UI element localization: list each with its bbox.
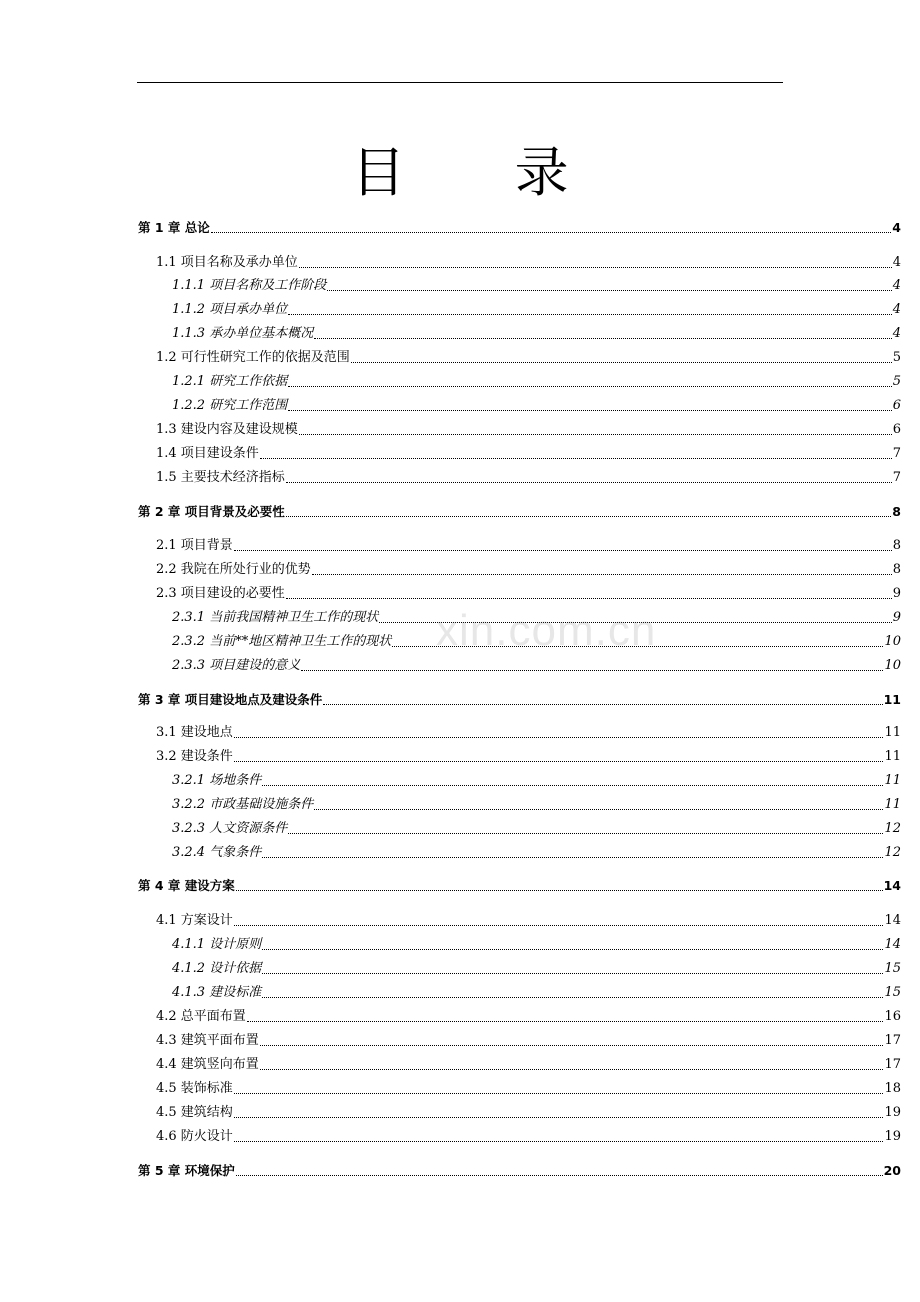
toc-section-entry[interactable]	[156, 1103, 901, 1123]
toc-entry-label: 3.2 建设条件	[156, 749, 233, 764]
toc-entry-label: 1.1 项目名称及承办单位	[156, 255, 298, 270]
toc-dot-leader	[236, 890, 883, 891]
toc-page-number: 6	[892, 422, 901, 437]
toc-chapter-entry[interactable]	[138, 218, 901, 238]
toc-page-number: 4	[892, 278, 901, 293]
toc-entry-label: 1.2.1 研究工作依据	[172, 374, 288, 389]
toc-dot-leader	[262, 949, 883, 950]
toc-entry-label: 4.4 建筑竖向布置	[156, 1057, 259, 1072]
toc-entry-label: 4.1.3 建设标准	[172, 985, 262, 1000]
toc-page-number: 7	[892, 446, 901, 461]
toc-dot-leader	[260, 1069, 884, 1070]
toc-subsection-entry[interactable]	[172, 372, 901, 392]
toc-page-number: 4	[892, 302, 901, 317]
toc-page-number: 11	[884, 725, 901, 740]
toc-dot-leader	[260, 458, 892, 459]
toc-page-number: 8	[892, 504, 901, 519]
toc-section-entry[interactable]	[156, 911, 901, 931]
toc-page-number: 17	[884, 1033, 901, 1048]
toc-page-number: 4	[892, 255, 901, 270]
toc-subsection-entry[interactable]	[172, 608, 901, 628]
toc-subsection-entry[interactable]	[172, 935, 901, 955]
toc-dot-leader	[211, 232, 892, 233]
toc-subsection-entry[interactable]	[172, 300, 901, 320]
toc-section-entry[interactable]	[156, 468, 901, 488]
toc-dot-leader	[288, 833, 883, 834]
toc-page-number: 14	[884, 937, 901, 952]
toc-dot-leader	[234, 1093, 884, 1094]
toc-dot-leader	[392, 646, 883, 647]
toc-entry-label: 1.1.2 项目承办单位	[172, 302, 288, 317]
toc-page-number: 18	[884, 1081, 901, 1096]
toc-entry-label: 1.4 项目建设条件	[156, 446, 259, 461]
toc-dot-leader	[234, 925, 884, 926]
toc-page-number: 14	[884, 913, 901, 928]
toc-page-number: 6	[892, 398, 901, 413]
toc-chapter-entry[interactable]	[138, 876, 901, 896]
toc-page-number: 11	[884, 749, 901, 764]
toc-dot-leader	[299, 267, 892, 268]
toc-section-entry[interactable]	[156, 747, 901, 767]
toc-entry-label: 3.2.2 市政基础设施条件	[172, 797, 314, 812]
toc-subsection-entry[interactable]	[172, 656, 901, 676]
toc-subsection-entry[interactable]	[172, 959, 901, 979]
toc-entry-label: 第 5 章 环境保护	[138, 1163, 235, 1178]
toc-dot-leader	[299, 434, 892, 435]
toc-page-number: 16	[884, 1009, 901, 1024]
toc-dot-leader	[262, 973, 883, 974]
toc-page-number: 10	[884, 634, 901, 649]
toc-chapter-entry[interactable]	[138, 690, 901, 710]
toc-section-entry[interactable]	[156, 536, 901, 556]
toc-page-number: 4	[892, 326, 901, 341]
toc-dot-leader	[323, 704, 882, 705]
toc-dot-leader	[312, 574, 892, 575]
toc-page-number: 12	[884, 845, 901, 860]
toc-subsection-entry[interactable]	[172, 843, 901, 863]
toc-entry-label: 2.2 我院在所处行业的优势	[156, 562, 311, 577]
toc-section-entry[interactable]	[156, 560, 901, 580]
toc-dot-leader	[314, 338, 892, 339]
toc-dot-leader	[262, 785, 883, 786]
toc-entry-label: 1.1.1 项目名称及工作阶段	[172, 278, 327, 293]
toc-section-entry[interactable]	[156, 253, 901, 273]
toc-subsection-entry[interactable]	[172, 324, 901, 344]
toc-entry-label: 第 2 章 项目背景及必要性	[138, 504, 285, 519]
toc-subsection-entry[interactable]	[172, 276, 901, 296]
toc-page-number: 8	[892, 562, 901, 577]
toc-entry-label: 2.1 项目背景	[156, 538, 233, 553]
toc-page-number: 19	[884, 1129, 901, 1144]
toc-subsection-entry[interactable]	[172, 819, 901, 839]
toc-page-number: 10	[884, 658, 901, 673]
toc-section-entry[interactable]	[156, 420, 901, 440]
toc-subsection-entry[interactable]	[172, 632, 901, 652]
toc-page-number: 11	[884, 797, 901, 812]
toc-dot-leader	[234, 761, 884, 762]
toc-dot-leader	[262, 997, 883, 998]
toc-page-number: 15	[884, 985, 901, 1000]
toc-page-number: 5	[892, 374, 901, 389]
toc-entry-label: 2.3 项目建设的必要性	[156, 586, 285, 601]
toc-section-entry[interactable]	[156, 1127, 901, 1147]
toc-entry-label: 4.3 建筑平面布置	[156, 1033, 259, 1048]
toc-entry-label: 3.1 建设地点	[156, 725, 233, 740]
toc-entry-label: 1.2 可行性研究工作的依据及范围	[156, 350, 350, 365]
watermark: xin.com.cn	[436, 606, 657, 655]
toc-entry-label: 第 3 章 项目建设地点及建设条件	[138, 692, 323, 707]
toc-dot-leader	[262, 857, 883, 858]
toc-page-number: 9	[892, 610, 901, 625]
toc-page-number: 15	[884, 961, 901, 976]
toc-subsection-entry[interactable]	[172, 396, 901, 416]
toc-dot-leader	[286, 598, 892, 599]
toc-dot-leader	[301, 670, 883, 671]
toc-dot-leader	[260, 1045, 884, 1046]
toc-entry-label: 第 1 章 总论	[138, 220, 210, 235]
toc-section-entry[interactable]	[156, 1007, 901, 1027]
toc-section-entry[interactable]	[156, 584, 901, 604]
toc-entry-label: 4.1.1 设计原则	[172, 937, 262, 952]
toc-page-number: 19	[884, 1105, 901, 1120]
toc-entry-label: 4.1 方案设计	[156, 913, 233, 928]
toc-page-number: 11	[883, 692, 901, 707]
toc-dot-leader	[234, 1117, 884, 1118]
toc-section-entry[interactable]	[156, 1031, 901, 1051]
toc-dot-leader	[288, 386, 892, 387]
toc-page-number: 14	[883, 878, 901, 893]
toc-entry-label: 2.3.2 当前**地区精神卫生工作的现状	[172, 634, 392, 649]
toc-entry-label: 3.2.3 人文资源条件	[172, 821, 288, 836]
toc-dot-leader	[247, 1021, 884, 1022]
toc-section-entry[interactable]	[156, 1079, 901, 1099]
toc-entry-label: 4.6 防火设计	[156, 1129, 233, 1144]
toc-entry-label: 3.2.1 场地条件	[172, 773, 262, 788]
toc-page-number: 5	[892, 350, 901, 365]
toc-entry-label: 4.5 建筑结构	[156, 1105, 233, 1120]
toc-page-number: 17	[884, 1057, 901, 1072]
toc-subsection-entry[interactable]	[172, 771, 901, 791]
toc-page-number: 9	[892, 586, 901, 601]
toc-dot-leader	[286, 482, 892, 483]
toc-entry-label: 1.1.3 承办单位基本概况	[172, 326, 314, 341]
toc-section-entry[interactable]	[156, 444, 901, 464]
toc-chapter-entry[interactable]	[138, 1161, 901, 1181]
toc-entry-label: 3.2.4 气象条件	[172, 845, 262, 860]
toc-dot-leader	[286, 516, 892, 517]
toc-page-number: 12	[884, 821, 901, 836]
toc-subsection-entry[interactable]	[172, 795, 901, 815]
toc-page-number: 4	[892, 220, 901, 235]
toc-page-number: 8	[892, 538, 901, 553]
toc-dot-leader	[234, 1141, 884, 1142]
page-title: 目 录	[351, 141, 615, 204]
toc-entry-label: 4.2 总平面布置	[156, 1009, 246, 1024]
toc-section-entry[interactable]	[156, 723, 901, 743]
toc-page-number: 20	[883, 1163, 901, 1178]
toc-dot-leader	[288, 410, 892, 411]
toc-dot-leader	[234, 737, 884, 738]
toc-dot-leader	[327, 290, 892, 291]
toc-section-entry[interactable]	[156, 1055, 901, 1075]
toc-entry-label: 1.2.2 研究工作范围	[172, 398, 288, 413]
toc-dot-leader	[234, 550, 892, 551]
toc-entry-label: 1.5 主要技术经济指标	[156, 470, 285, 485]
toc-entry-label: 第 4 章 建设方案	[138, 878, 235, 893]
toc-entry-label: 2.3.1 当前我国精神卫生工作的现状	[172, 610, 379, 625]
toc-page-number: 7	[892, 470, 901, 485]
toc-dot-leader	[236, 1175, 883, 1176]
toc-entry-label: 2.3.3 项目建设的意义	[172, 658, 301, 673]
toc-dot-leader	[288, 314, 892, 315]
toc-page-number: 11	[884, 773, 901, 788]
toc-dot-leader	[314, 809, 883, 810]
toc-entry-label: 4.1.2 设计依据	[172, 961, 262, 976]
toc-subsection-entry[interactable]	[172, 983, 901, 1003]
toc-entry-label: 1.3 建设内容及建设规模	[156, 422, 298, 437]
toc-chapter-entry[interactable]	[138, 502, 901, 522]
toc-dot-leader	[351, 362, 892, 363]
toc-entry-label: 4.5 装饰标准	[156, 1081, 233, 1096]
toc-section-entry[interactable]	[156, 348, 901, 368]
toc-dot-leader	[379, 622, 892, 623]
